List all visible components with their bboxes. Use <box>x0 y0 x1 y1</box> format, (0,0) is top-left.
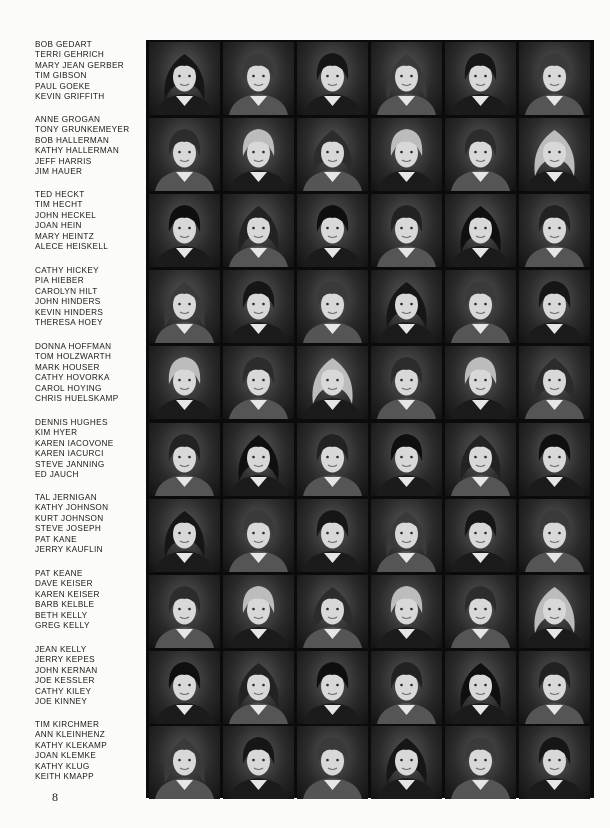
student-name: BARB KELBLE <box>35 600 95 610</box>
portrait-photo <box>297 346 368 419</box>
student-name: KURT JOHNSON <box>35 513 104 523</box>
portrait-photo <box>149 423 220 496</box>
name-group-6 <box>35 418 150 480</box>
student-name: ANNE GROGAN <box>35 115 101 124</box>
portrait-row <box>146 270 594 343</box>
portrait-photo <box>371 194 442 267</box>
portrait-photo <box>371 42 442 115</box>
person-silhouette-icon <box>297 423 368 496</box>
person-silhouette-icon <box>149 118 220 191</box>
student-name: CATHY HOVORKA <box>35 373 110 383</box>
portrait-photo <box>519 270 590 343</box>
person-silhouette-icon <box>223 194 294 267</box>
person-silhouette-icon <box>445 499 516 572</box>
name-group-9 <box>35 645 150 707</box>
portrait-photo <box>371 423 442 496</box>
student-name: BOB HALLERMAN <box>35 135 110 145</box>
student-name: CATHY KILEY <box>35 686 92 696</box>
name-group-1 <box>35 40 150 102</box>
student-name: TAL JERNIGAN <box>35 493 97 502</box>
student-name: TIM KIRCHMER <box>35 720 100 729</box>
student-name: TONY GRUNKEMEYER <box>35 125 130 135</box>
name-group-3 <box>35 190 150 252</box>
student-name: PAUL GOEKE <box>35 81 91 91</box>
person-silhouette-icon <box>445 118 516 191</box>
student-name: ANN KLEINHENZ <box>35 730 106 740</box>
person-silhouette-icon <box>297 726 368 799</box>
student-name: JEFF HARRIS <box>35 156 92 166</box>
student-name: JOHN HINDERS <box>35 297 101 307</box>
portrait-photo <box>223 726 294 799</box>
person-silhouette-icon <box>223 499 294 572</box>
name-group-4 <box>35 266 150 328</box>
portrait-photo <box>371 118 442 191</box>
portrait-photo <box>519 118 590 191</box>
portrait-photo <box>149 651 220 724</box>
student-name: STEVE JOSEPH <box>35 524 102 534</box>
portrait-photo <box>297 575 368 648</box>
portrait-photo <box>297 726 368 799</box>
person-silhouette-icon <box>149 499 220 572</box>
student-name: THERESA HOEY <box>35 318 103 328</box>
person-silhouette-icon <box>297 42 368 115</box>
student-name: JEAN KELLY <box>35 645 87 654</box>
portrait-photo <box>519 575 590 648</box>
portrait-photo <box>445 194 516 267</box>
person-silhouette-icon <box>445 575 516 648</box>
person-silhouette-icon <box>223 423 294 496</box>
person-silhouette-icon <box>223 651 294 724</box>
portrait-photo <box>149 726 220 799</box>
person-silhouette-icon <box>297 194 368 267</box>
student-name: DONNA HOFFMAN <box>35 342 112 351</box>
portrait-photo <box>445 499 516 572</box>
portrait-photo <box>519 42 590 115</box>
student-name: PAT KANE <box>35 534 77 544</box>
person-silhouette-icon <box>371 194 442 267</box>
portrait-photo <box>223 346 294 419</box>
student-name: TIM GIBSON <box>35 71 87 81</box>
student-name: MARK HOUSER <box>35 362 100 372</box>
person-silhouette-icon <box>149 346 220 419</box>
portrait-photo <box>445 346 516 419</box>
name-group-7 <box>35 493 150 555</box>
person-silhouette-icon <box>223 118 294 191</box>
portrait-photo <box>445 118 516 191</box>
person-silhouette-icon <box>445 42 516 115</box>
student-name: KEVIN GRIFFITH <box>35 92 105 102</box>
student-name: ED JAUCH <box>35 470 79 480</box>
student-name: CHRIS HUELSKAMP <box>35 394 119 404</box>
portrait-photo <box>445 651 516 724</box>
student-name: KAREN KEISER <box>35 589 100 599</box>
portrait-photo <box>445 42 516 115</box>
person-silhouette-icon <box>519 726 590 799</box>
student-name: CAROL HOYING <box>35 383 102 393</box>
portrait-photo <box>371 575 442 648</box>
person-silhouette-icon <box>371 575 442 648</box>
portrait-photo <box>297 651 368 724</box>
portrait-photo <box>149 270 220 343</box>
person-silhouette-icon <box>445 194 516 267</box>
person-silhouette-icon <box>519 575 590 648</box>
student-name: MARY HEINTZ <box>35 231 95 241</box>
portrait-photo <box>445 270 516 343</box>
person-silhouette-icon <box>297 270 368 343</box>
person-silhouette-icon <box>371 346 442 419</box>
portrait-photo <box>223 194 294 267</box>
person-silhouette-icon <box>149 270 220 343</box>
name-group-10 <box>35 720 150 782</box>
person-silhouette-icon <box>149 726 220 799</box>
person-silhouette-icon <box>223 346 294 419</box>
student-name: JIM HAUER <box>35 167 83 177</box>
student-name: JERRY KAUFLIN <box>35 545 103 555</box>
person-silhouette-icon <box>519 499 590 572</box>
student-name: PAT KEANE <box>35 569 83 578</box>
portrait-photo <box>519 423 590 496</box>
portrait-photo <box>445 575 516 648</box>
person-silhouette-icon <box>445 423 516 496</box>
person-silhouette-icon <box>519 651 590 724</box>
person-silhouette-icon <box>519 194 590 267</box>
portrait-photo <box>519 346 590 419</box>
portrait-photo-grid <box>146 40 594 798</box>
person-silhouette-icon <box>371 423 442 496</box>
person-silhouette-icon <box>371 499 442 572</box>
person-silhouette-icon <box>445 726 516 799</box>
portrait-photo <box>149 194 220 267</box>
student-name: STEVE JANNING <box>35 459 105 469</box>
portrait-photo <box>149 346 220 419</box>
student-name: KAREN IACOVONE <box>35 438 114 448</box>
person-silhouette-icon <box>149 194 220 267</box>
portrait-photo <box>297 499 368 572</box>
person-silhouette-icon <box>445 270 516 343</box>
person-silhouette-icon <box>445 346 516 419</box>
portrait-photo <box>223 499 294 572</box>
student-name: TIM HECHT <box>35 200 83 210</box>
portrait-photo <box>149 118 220 191</box>
student-name: KAREN IACURCI <box>35 449 104 459</box>
portrait-photo <box>371 726 442 799</box>
portrait-photo <box>149 499 220 572</box>
person-silhouette-icon <box>297 346 368 419</box>
person-silhouette-icon <box>297 118 368 191</box>
person-silhouette-icon <box>223 270 294 343</box>
portrait-row <box>146 346 594 419</box>
person-silhouette-icon <box>149 651 220 724</box>
portrait-photo <box>223 270 294 343</box>
student-name: GREG KELLY <box>35 621 90 631</box>
student-name: MARY JEAN GERBER <box>35 60 125 70</box>
student-name: TED HECKT <box>35 190 85 199</box>
portrait-row <box>146 499 594 572</box>
student-name: BETH KELLY <box>35 610 88 620</box>
portrait-photo <box>223 118 294 191</box>
student-name: KATHY JOHNSON <box>35 503 109 513</box>
portrait-photo <box>519 651 590 724</box>
portrait-row <box>146 423 594 496</box>
portrait-photo <box>519 194 590 267</box>
person-silhouette-icon <box>371 42 442 115</box>
portrait-photo <box>149 575 220 648</box>
page-number: 8 <box>52 790 58 804</box>
student-name: PIA HIEBER <box>35 276 85 286</box>
person-silhouette-icon <box>297 575 368 648</box>
student-name: ALECE HEISKELL <box>35 242 109 252</box>
student-name: KEVIN HINDERS <box>35 307 104 317</box>
student-name: DENNIS HUGHES <box>35 418 108 427</box>
portrait-photo <box>519 499 590 572</box>
portrait-photo <box>371 651 442 724</box>
person-silhouette-icon <box>223 575 294 648</box>
student-name: KEITH KMAPP <box>35 772 94 782</box>
person-silhouette-icon <box>519 42 590 115</box>
portrait-photo <box>297 194 368 267</box>
person-silhouette-icon <box>519 118 590 191</box>
student-name: TOM HOLZWARTH <box>35 352 112 362</box>
person-silhouette-icon <box>297 651 368 724</box>
portrait-photo <box>297 42 368 115</box>
portrait-photo <box>371 499 442 572</box>
person-silhouette-icon <box>371 118 442 191</box>
portrait-row <box>146 575 594 648</box>
person-silhouette-icon <box>297 499 368 572</box>
portrait-photo <box>297 270 368 343</box>
student-name: KATHY KLUG <box>35 761 90 771</box>
portrait-photo <box>223 575 294 648</box>
student-name: JOHN KERNAN <box>35 665 98 675</box>
student-name: DAVE KEISER <box>35 579 93 589</box>
student-name: JOE KESSLER <box>35 676 95 686</box>
student-name: JOAN KLEMKE <box>35 751 97 761</box>
student-name: KATHY KLEKAMP <box>35 740 108 750</box>
person-silhouette-icon <box>149 423 220 496</box>
person-silhouette-icon <box>445 651 516 724</box>
student-name: BOB GEDART <box>35 40 93 49</box>
student-name: JOHN HECKEL <box>35 210 97 220</box>
portrait-photo <box>445 423 516 496</box>
portrait-photo <box>223 423 294 496</box>
portrait-photo <box>223 651 294 724</box>
student-name: KIM HYER <box>35 428 78 438</box>
portrait-row <box>146 651 594 724</box>
person-silhouette-icon <box>371 726 442 799</box>
portrait-photo <box>297 423 368 496</box>
person-silhouette-icon <box>519 346 590 419</box>
person-silhouette-icon <box>519 270 590 343</box>
student-name: CAROLYN HILT <box>35 286 98 296</box>
portrait-photo <box>371 270 442 343</box>
person-silhouette-icon <box>223 42 294 115</box>
student-name: JERRY KEPES <box>35 655 95 665</box>
person-silhouette-icon <box>149 575 220 648</box>
portrait-photo <box>223 42 294 115</box>
student-name: CATHY HICKEY <box>35 266 99 275</box>
portrait-row <box>146 42 594 115</box>
portrait-photo <box>519 726 590 799</box>
person-silhouette-icon <box>371 270 442 343</box>
student-name: KATHY HALLERMAN <box>35 146 120 156</box>
person-silhouette-icon <box>223 726 294 799</box>
person-silhouette-icon <box>149 42 220 115</box>
portrait-photo <box>371 346 442 419</box>
name-group-8 <box>35 569 150 631</box>
portrait-photo <box>149 42 220 115</box>
portrait-photo <box>297 118 368 191</box>
student-name: TERRI GEHRICH <box>35 50 105 60</box>
portrait-row <box>146 194 594 267</box>
name-group-5 <box>35 342 150 404</box>
person-silhouette-icon <box>519 423 590 496</box>
portrait-row <box>146 726 594 799</box>
student-name: JOAN HEIN <box>35 221 82 231</box>
person-silhouette-icon <box>371 651 442 724</box>
student-name: JOE KINNEY <box>35 697 88 707</box>
portrait-photo <box>445 726 516 799</box>
name-group-2 <box>35 115 150 177</box>
portrait-row <box>146 118 594 191</box>
